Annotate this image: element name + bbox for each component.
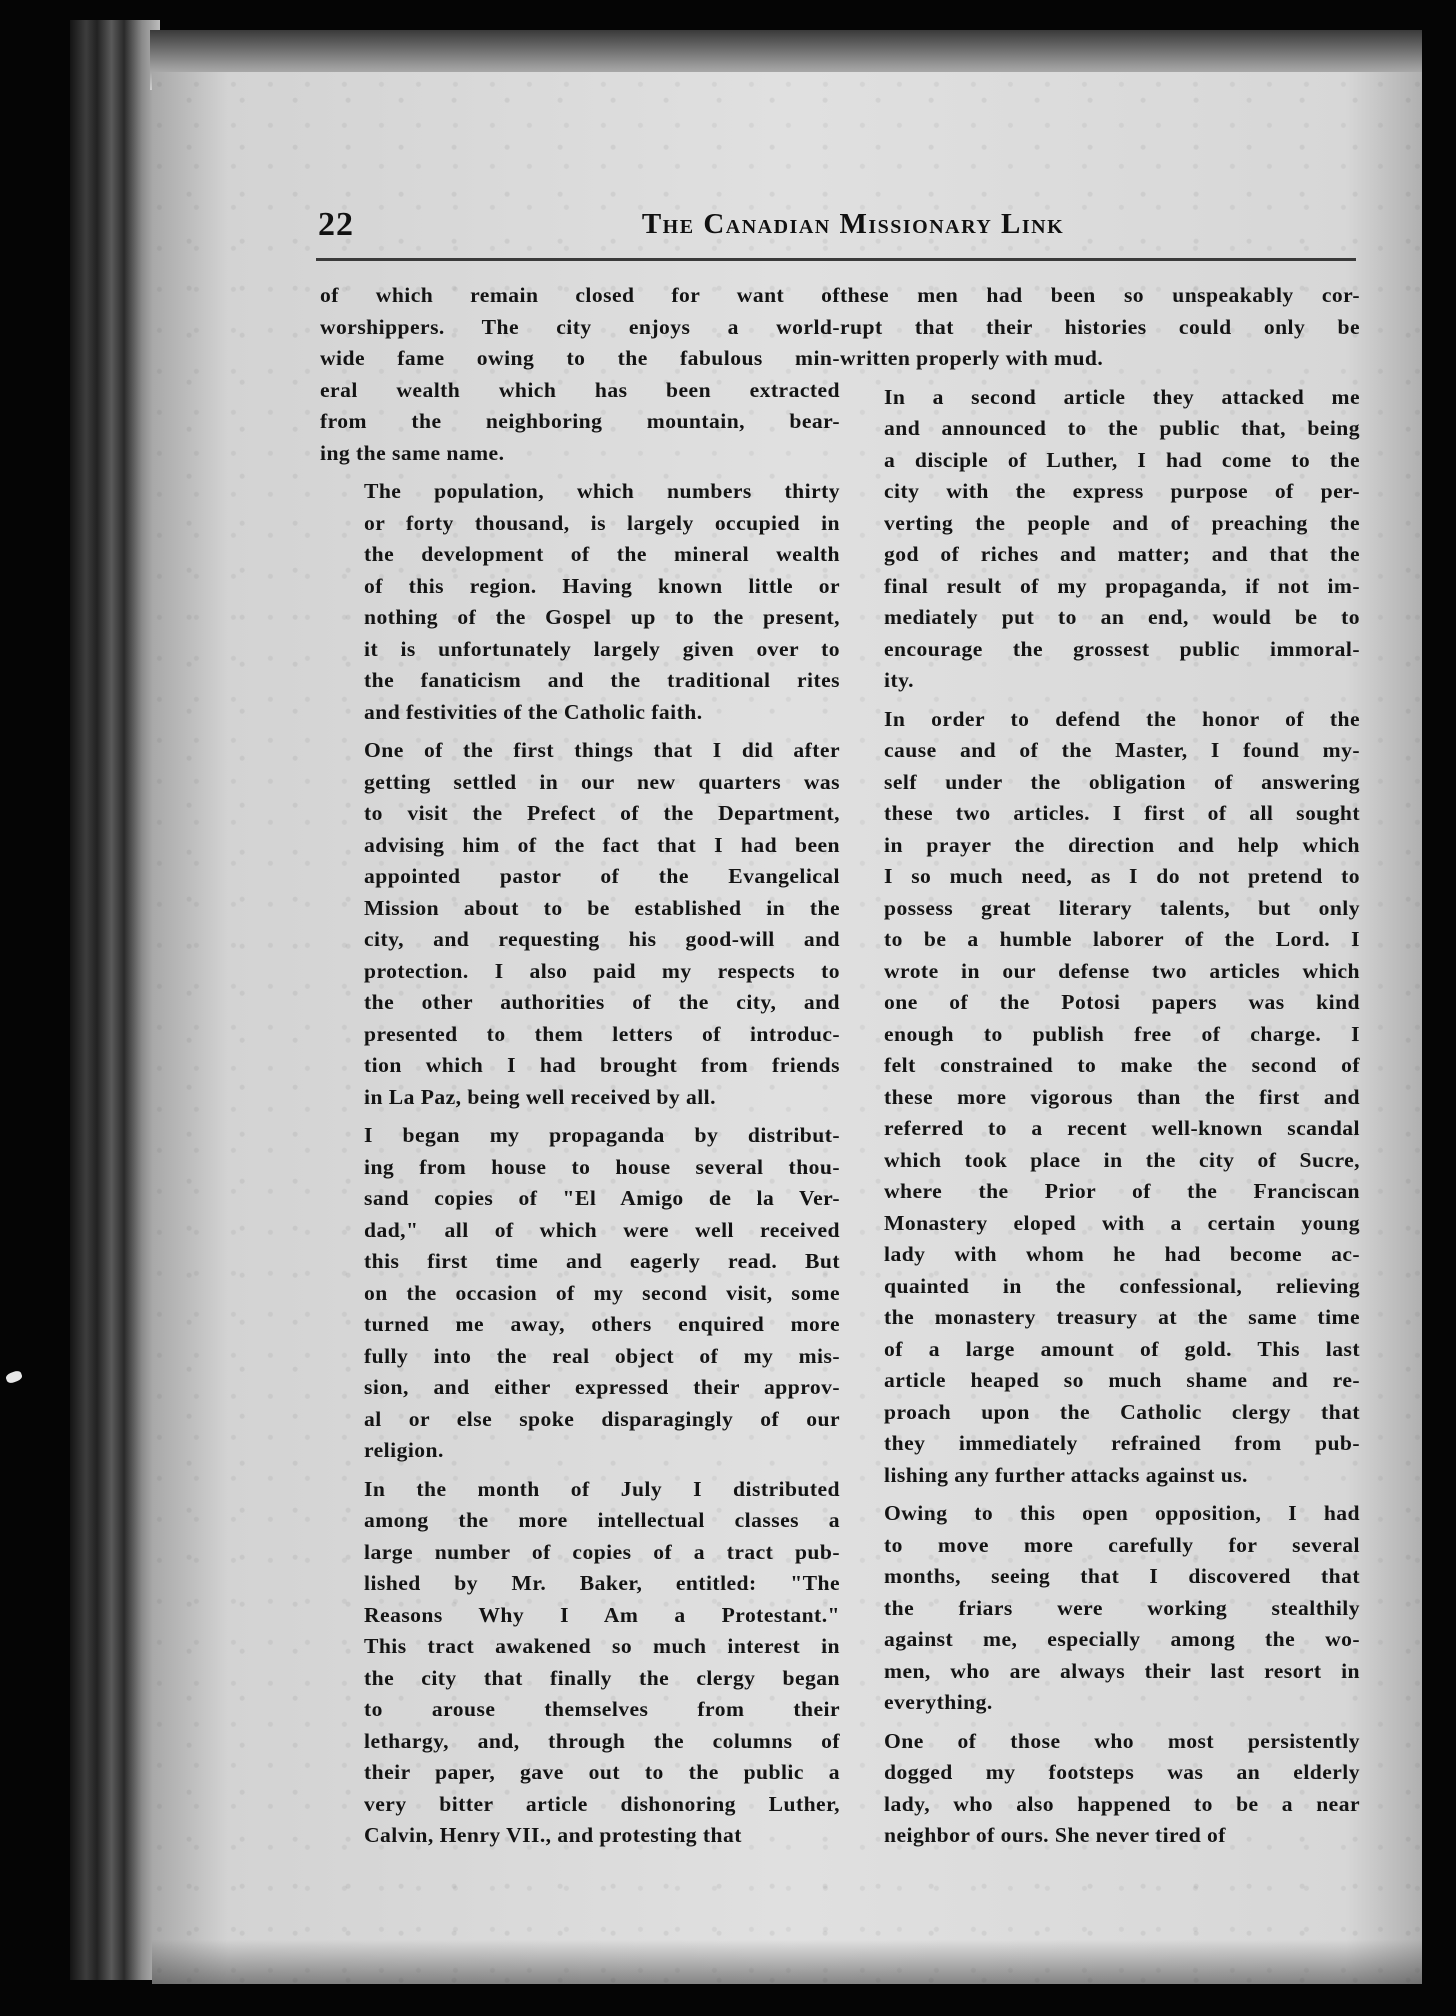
paragraph [840,382,1360,697]
text-line: sion, and either expressed their approv- [364,1375,840,1399]
text-line: these two articles. I first of all sought [884,801,1360,825]
text-line: dogged my footsteps was an elderly [884,1760,1360,1784]
text-line: fully into the real object of my mis- [364,1343,840,1368]
text-line: the fanaticism and the traditional rites [364,668,840,692]
text-line: everything. [884,1690,993,1714]
book-binding-edge [70,20,160,1980]
text-line: lady with whom he had become ac- [884,1242,1360,1266]
paragraph [320,735,840,1113]
paragraph [840,704,1360,1492]
text-line: of this region. Having known little or [364,573,840,598]
text-line: proach upon the Catholic clergy that [884,1399,1360,1424]
text-line: to move more carefully for several [884,1532,1360,1557]
text-line: cause and of the Master, I found my- [884,738,1360,762]
text-line: Calvin, Henry VII., and protesting that [364,1823,742,1847]
text-line: I so much need, as I do not pretend to [884,864,1360,888]
text-line: one of the Potosi papers was kind [884,990,1360,1014]
text-line: the other authorities of the city, and [364,990,840,1014]
text-line: to arouse themselves from their [364,1697,840,1721]
text-line: verting the people and of preaching the [884,510,1360,535]
header-rule [316,258,1356,261]
text-line: article heaped so much shame and re- [884,1368,1360,1392]
text-line: neighbor of ours. She never tired of [884,1823,1226,1847]
text-line: protection. I also paid my respects to [364,958,840,983]
text-line: months, seeing that I discovered that [884,1564,1360,1588]
text-line: encourage the grossest public immoral- [884,636,1360,661]
left-text-column [320,280,840,1859]
text-line: wide fame owing to the fabulous min- [320,346,840,370]
text-line: it is unfortunately largely given over to [364,636,840,661]
text-line: of which remain closed for want of [320,283,840,307]
text-line: dad," all of which were well received [364,1217,840,1242]
text-line: Monastery eloped with a certain young [884,1210,1360,1235]
text-line: they immediately refrained from pub- [884,1431,1360,1455]
text-line: of a large amount of gold. This last [884,1336,1360,1361]
text-line: to visit the Prefect of the Department, [364,801,840,825]
text-line: lethargy, and, through the columns of [364,1728,840,1753]
page-header [318,206,1348,250]
text-line: mediately put to an end, would be to [884,605,1360,629]
text-line: the monastery treasury at the same time [884,1305,1360,1329]
text-line: among the more intellectual classes a [364,1508,840,1532]
text-line: men, who are always their last resort in [884,1658,1360,1683]
text-line: ing the same name. [320,440,505,465]
text-line: large number of copies of a tract pub- [364,1539,840,1564]
text-line: lady, who also happened to be a near [884,1791,1360,1816]
text-line: the city that finally the clergy began [364,1665,840,1690]
paragraph [320,1474,840,1852]
text-line: In the month of July I distributed [364,1476,840,1501]
paragraph [320,476,840,728]
paragraph [320,280,840,469]
text-line: lished by Mr. Baker, entitled: "The [364,1571,840,1595]
text-line: lishing any further attacks against us. [884,1462,1248,1487]
text-line: to be a humble laborer of the Lord. I [884,927,1360,951]
text-line: these men had been so unspeakably cor- [840,283,1360,307]
text-line: and announced to the public that, being [884,416,1360,440]
text-line: appointed pastor of the Evangelical [364,864,840,888]
text-line: where the Prior of the Franciscan [884,1179,1360,1203]
text-line: This tract awakened so much interest in [364,1634,840,1658]
text-line: The population, which numbers thirty [364,479,840,503]
scan-border-right [1422,20,1456,2000]
text-line: nothing of the Gospel up to the present, [364,605,840,629]
page-bottom-shadow [152,1940,1422,1984]
text-line: religion. [364,1438,444,1462]
text-line: referred to a recent well-known scandal [884,1116,1360,1140]
text-line: city, and requesting his good-will and [364,927,840,951]
text-line: from the neighboring mountain, bear- [320,409,840,433]
text-line: ing from house to house several thou- [364,1154,840,1179]
text-line: these more vigorous than the first and [884,1084,1360,1109]
paragraph [840,280,1360,375]
text-line: Reasons Why I Am a Protestant." [364,1602,840,1627]
paragraph [840,1498,1360,1719]
text-line: this first time and eagerly read. But [364,1249,840,1273]
text-line: One of the first things that I did after [364,738,840,762]
text-line: worshippers. The city enjoys a world- [320,314,840,339]
text-line: on the occasion of my second visit, some [364,1280,840,1305]
text-line: In a second article they attacked me [884,384,1360,409]
text-line: written properly with mud. [840,346,1104,370]
paragraph [320,1120,840,1467]
text-line: very bitter article dishonoring Luther, [364,1791,840,1816]
text-line: I began my propaganda by distribut- [364,1123,840,1147]
text-line: rupt that their histories could only be [840,314,1360,339]
text-line: al or else spoke disparagingly of our [364,1406,840,1431]
text-line: and festivities of the Catholic faith. [364,699,703,724]
text-line: turned me away, others enquired more [364,1312,840,1336]
text-line: quainted in the confessional, relieving [884,1273,1360,1298]
page-number: 22 [318,206,354,243]
text-line: tion which I had brought from friends [364,1053,840,1077]
text-line: eral wealth which has been extracted [320,377,840,402]
text-line: Mission about to be established in the [364,895,840,920]
text-line: or forty thousand, is largely occupied in [364,510,840,535]
text-line: enough to publish free of charge. I [884,1021,1360,1046]
scan-speck [5,1370,23,1385]
text-line: wrote in our defense two articles which [884,958,1360,983]
running-title: The Canadian Missionary Link [641,208,1065,240]
text-line: presented to them letters of introduc- [364,1021,840,1046]
text-line: ity. [884,668,914,692]
text-line: felt constrained to make the second of [884,1053,1360,1077]
text-line: in La Paz, being well received by all. [364,1084,716,1109]
text-line: city with the express purpose of per- [884,479,1360,503]
right-text-column [840,280,1360,1859]
text-line: possess great literary talents, but only [884,895,1360,920]
text-line: their paper, gave out to the public a [364,1760,840,1784]
text-line: One of those who most persistently [884,1728,1360,1753]
text-line: self under the obligation of answering [884,769,1360,794]
text-line: In order to defend the honor of the [884,706,1360,731]
text-line: a disciple of Luther, I had come to the [884,447,1360,472]
paragraph [840,1726,1360,1852]
text-line: final result of my propaganda, if not im- [884,573,1360,598]
text-line: in prayer the direction and help which [884,832,1360,857]
text-line: god of riches and matter; and that the [884,542,1360,566]
text-line: the development of the mineral wealth [364,542,840,566]
text-line: which took place in the city of Sucre, [884,1147,1360,1172]
text-line: sand copies of "El Amigo de la Ver- [364,1186,840,1210]
text-line: advising him of the fact that I had been [364,832,840,857]
text-line: getting settled in our new quarters was [364,769,840,794]
text-line: Owing to this open opposition, I had [884,1501,1360,1525]
text-line: against me, especially among the wo- [884,1627,1360,1651]
text-line: the friars were working stealthily [884,1595,1360,1620]
